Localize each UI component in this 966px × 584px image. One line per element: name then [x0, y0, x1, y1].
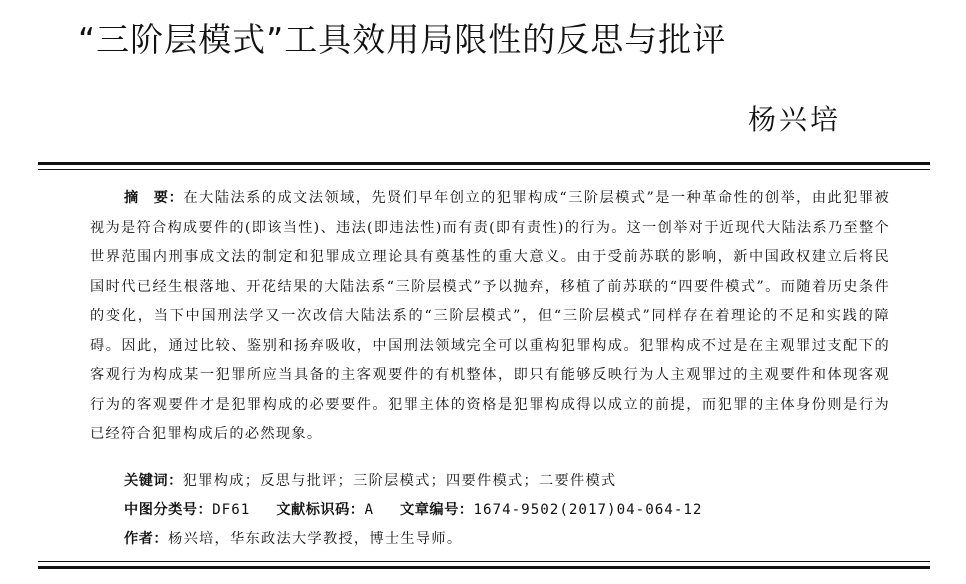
clc-label: 中图分类号： — [124, 502, 213, 518]
author-info-text: 杨兴培，华东政法大学教授，博士生导师。 — [168, 531, 463, 547]
abstract-paragraph — [90, 184, 890, 450]
author-info-row — [124, 528, 462, 548]
bottom-rule-thick — [38, 566, 930, 569]
doc-code-value: A — [364, 502, 374, 518]
article-no-label: 文章编号： — [400, 502, 474, 518]
author-info-label: 作者： — [124, 531, 169, 547]
keywords-row — [124, 470, 616, 490]
article-no-value: 1674-9502(2017)04-064-12 — [473, 502, 703, 518]
doc-code-label: 文献标识码： — [276, 502, 365, 518]
classification-row — [124, 499, 702, 519]
top-rule-thin — [38, 169, 930, 170]
abstract-label: 摘 要： — [124, 190, 184, 206]
top-rule-thick — [38, 162, 930, 165]
keywords-label: 关键词： — [124, 473, 183, 489]
clc-value: DF61 — [212, 502, 251, 518]
bottom-rule-thin — [38, 561, 930, 562]
abstract-text: 在大陆法系的成文法领域，先贤们早年创立的犯罪构成“三阶层模式”是一种革命性的创举，由此犯罪被视为是符合构成要件的(即该当性)、违法(即违法性)而有责(即有责性)的行为。这一创举对于近现代大陆法系乃至整个世界范围内刑事成文法的制定和犯罪成立理论具有奠基性的重大意义。由于受前苏联的影响，新中国政权建立后将民国时代已经生根落地、开花结果的大陆法系“三阶层模式”予以抛弃，移植了前苏联的“四要件模式”。而随着历史条件的变化，当下中国刑法学又一次改信大陆法系的“三阶层模式”，但“三阶层模式”同样存在着理论的不足和实践的障碍。因此，通过比较、鉴别和扬弃吸收，中国刑法领域完全可以重构犯罪构成。犯罪构成不过是在主观罪过支配下的客观行为构成某一犯罪所应当具备的主客观要件的有机整体，即只有能够反映行为人主观罪过的主观要件和体现客观行为的客观要件才是犯罪构成的必要要件。犯罪主体的资格是犯罪构成得以成立的前提，而犯罪的主体身份则是行为已经符合犯罪构成后的必然现象。 — [90, 190, 890, 442]
author-name: 杨兴培 — [748, 103, 842, 136]
article-title: “三阶层模式”工具效用局限性的反思与批评 — [78, 20, 727, 59]
keywords-text: 犯罪构成；反思与批评；三阶层模式；四要件模式；二要件模式 — [182, 473, 617, 489]
